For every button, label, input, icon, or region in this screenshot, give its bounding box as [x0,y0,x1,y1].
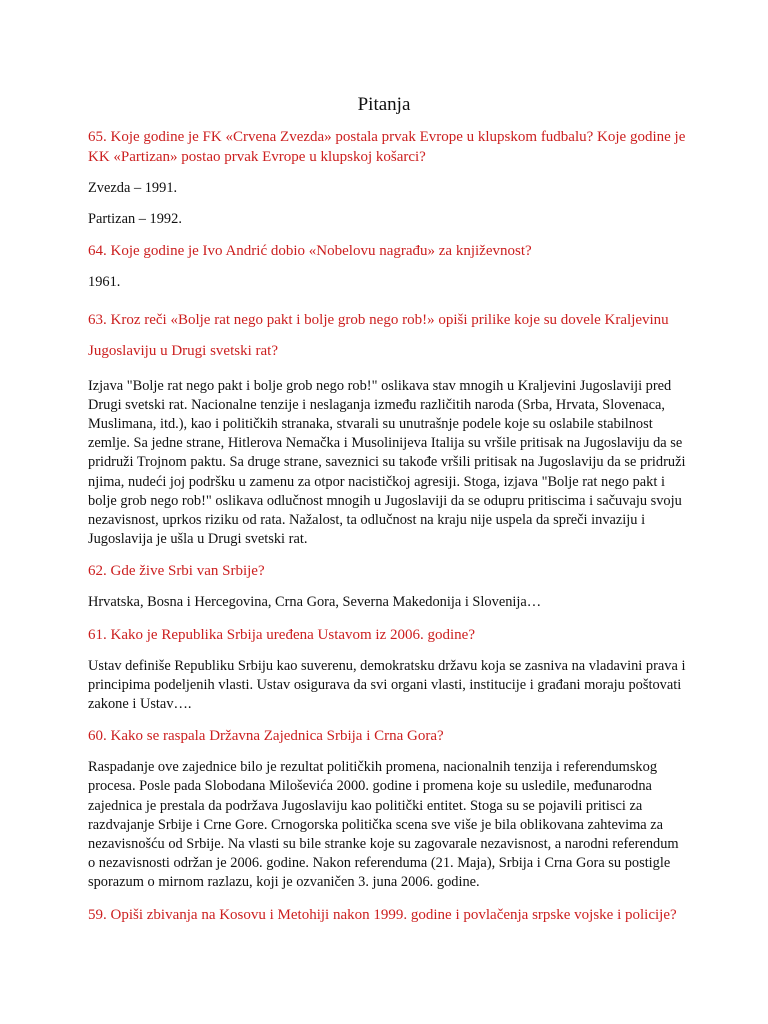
question-65: 65. Koje godine je FK «Crvena Zvezda» postala prvak Evrope u klupskom fudbalu? Koje godine je KK «Partizan» postao prvak Evrope u klupskoj košarci? [88,129,686,165]
question-61: 61. Kako je Republika Srbija uređena Ustavom iz 2006. godine? [88,626,475,643]
answer-62: Hrvatska, Bosna i Hercegovina, Crna Gora, Severna Makedonija i Slovenija… [88,594,542,611]
qa-list [88,127,688,937]
answer-65-zvezda: Zvezda – 1991. [88,180,178,196]
question-63: 63. Kroz reči «Bolje rat nego pakt i bolje grob nego rob!» opiši prilike koje su dovele Kraljevinu Jugoslaviju u Drugi svetski rat? [88,311,669,359]
answer-65-partizan: Partizan – 1992. [88,211,182,228]
question-64: 64. Koje godine je Ivo Andrić dobio «Nobelovu nagrađu» za književnost? [88,243,532,260]
answer-60: Raspadanje ove zajednice bilo je rezultat političkih promena, nacionalnih tenzija i referendumskog procesa. Posle pada Slobodana Miloševića 2000. godine i promena koje su usledile, međunarodna zajednica je prestala da podržava Jugoslaviju kao politički entitet. Stoga su se pojavili pritisci za razdvajanje Srbije i Crne Gore. Crnogorska politička scena sve više je bila oblikovana zahtevima za nezavisnošću od Srbije. Na vlasti su bile stranke koje su zagovarale nezavisnost, a narodni referendum o nezavisnosti održan je 2006. godine. Nakon referenduma (21. Maja), Srbija i Crna Gora su postigle sporazum o mirnom razlazu, koji je ozvaničen 3. juna 2006. godine. [88,759,679,891]
page-title: Pitanja [357,94,411,115]
answer-63: Izjava "Bolje rat nego pakt i bolje grob nego rob!" oslikava stav mnogih u Kraljevini Jugoslaviji pred Drugi svetski rat. Nacionalne tenzije i neslaganja između različitih naroda (Srba, Hrvata, Slovenaca, Muslimana, itd.), kao i političkih stranaka, stvarali su unutrašnje podele koje su oslabile stabilnost zemlje. Sa jedne strane, Hitlerova Nemačka i Musolinijeva Italija su vršile pritisak na Jugoslaviju da se pridruži Trojnom paktu. Sa druge strane, saveznici su takođe vršili pritisak na Jugoslaviju da se pridruži njima, nudeći joj podršku u zamenu za otpor nacističkoj agresiji. Stoga, izjava "Bolje rat nego pakt i bolje grob nego rob!" oslikava odlučnost mnogih u Jugoslaviji da se odupru pritiscima i sačuvaju svoju nezavisnost, uprkos riziku od rata. Nažalost, ta odlučnost na kraju nije uspela da spreči invaziju i Jugoslavija je ušla u Drugi svetski rat. [88,377,686,548]
question-62: 62. Gde žive Srbi van Srbije? [88,563,265,580]
answer-61: Ustav definiše Republiku Srbiju kao suverenu, demokratsku državu koja se zasniva na vladavini prava i principima podeljenih vlasti. Ustav osigurava da svi organi vlasti, institucije i građani moraju poštovati zakone i Ustav…. [88,657,686,713]
question-59: 59. Opiši zbivanja na Kosovu i Metohiji nakon 1999. godine i povlačenja srpske vojske i policije? [88,906,677,923]
answer-64: 1961. [88,274,121,291]
question-60: 60. Kako se raspala Državna Zajednica Srbija i Crna Gora? [88,728,444,745]
